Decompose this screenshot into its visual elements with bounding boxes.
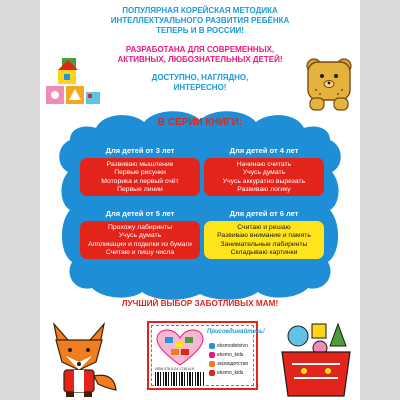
postcard — [147, 321, 265, 390]
series-title: В СЕРИИ КНИГИ: — [157, 117, 243, 128]
social-link-ok[interactable] — [209, 361, 248, 367]
toy-box-illustration — [276, 320, 356, 398]
age-3-item: Развиваю мышление — [106, 161, 174, 168]
social-link-instagram[interactable] — [209, 352, 243, 358]
book-back-cover — [40, 0, 360, 400]
social-handle: эксмодетство — [217, 361, 249, 367]
instagram-icon — [209, 352, 215, 358]
age-5-item: Учусь думать — [118, 232, 162, 240]
age-6-item: Занимательные лабиринты — [220, 240, 308, 248]
ok-icon — [209, 361, 215, 367]
tagline-line-2: ИНТЕРЕСНО! — [173, 83, 227, 92]
social-handle: eksmo_kids — [217, 352, 244, 358]
age-3-panel — [80, 158, 200, 196]
social-link-vk[interactable] — [209, 343, 248, 349]
slogan: ЛУЧШИЙ ВЫБОР ЗАБОТЛИВЫХ МАМ! — [121, 299, 279, 308]
age-4-item: Учусь аккуратно вырезать — [222, 177, 306, 185]
headline-line-2: ИНТЕЛЛЕКТУАЛЬНОГО РАЗВИТИЯ РЕБЁНКА — [110, 16, 290, 25]
age-6-heading: Для детей от 6 лет — [229, 209, 299, 218]
tagline-line-1: ДОСТУПНО, НАГЛЯДНО, — [151, 73, 249, 82]
fox-illustration — [44, 318, 122, 398]
age-3-item: Первые рисунки — [114, 169, 166, 177]
vk-icon — [209, 343, 215, 349]
social-handle: eksmodetstvo — [217, 343, 248, 349]
age-3-heading: Для детей от 3 лет — [105, 146, 175, 155]
age-4-item: Учусь думать — [242, 169, 286, 177]
age-6-item: Считаю и решаю — [237, 224, 291, 231]
age-4-item: Начинаю считать — [236, 161, 292, 168]
age-5-item: Считаю и пишу числа — [105, 248, 175, 256]
subheadline-line-1: РАЗРАБОТАНА ДЛЯ СОВРЕМЕННЫХ, — [125, 45, 275, 54]
age-3-item: Первые линии — [117, 185, 163, 193]
age-4-item: Развиваю логику — [237, 185, 291, 193]
social-handle: eksmo_kids — [217, 370, 244, 376]
age-5-item: Аппликации и поделки из бумаги — [88, 240, 192, 248]
age-6-item: Складываю картинки — [230, 248, 298, 256]
social-link-youtube[interactable] — [209, 370, 243, 376]
subheadline-line-2: АКТИВНЫХ, ЛЮБОЗНАТЕЛЬНЫХ ДЕТЕЙ! — [117, 55, 283, 64]
age-6-panel — [204, 221, 324, 259]
join-us-text: Присоединяйтесь! — [207, 329, 265, 335]
age-5-panel — [80, 221, 200, 259]
age-5-item: Прохожу лабиринты — [107, 224, 173, 231]
headline-line-1: ПОПУЛЯРНАЯ КОРЕЙСКАЯ МЕТОДИКА — [122, 6, 278, 15]
heart-collage-icon — [155, 329, 205, 367]
age-4-heading: Для детей от 4 лет — [229, 146, 299, 155]
age-4-panel — [204, 158, 324, 196]
age-3-item: Моторика и первый счёт — [101, 177, 179, 185]
isbn-text: ISBN 978-5-04-173614-8 — [155, 367, 195, 371]
age-5-heading: Для детей от 5 лет — [105, 209, 175, 218]
headline-line-3: ТЕПЕРЬ И В РОССИИ! — [156, 26, 244, 35]
youtube-icon — [209, 370, 215, 376]
age-6-item: Развиваю внимание и память — [217, 232, 311, 240]
barcode — [155, 372, 205, 386]
